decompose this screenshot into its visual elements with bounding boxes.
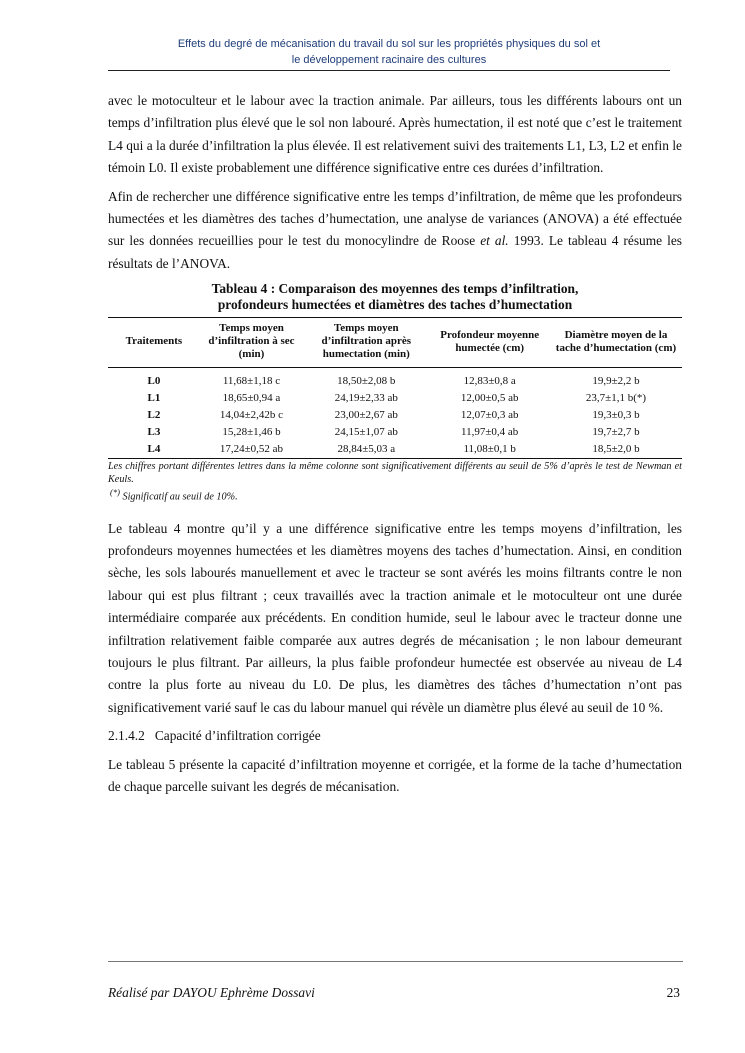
column-header: Temps moyen d’infiltration à sec (min) [200, 318, 303, 368]
table-cell: 19,3±0,3 b [592, 409, 640, 422]
paragraph-2-italic: et al. [480, 233, 509, 249]
table-header-row [108, 318, 682, 368]
footnote-ten-percent-text: Significatif au seuil de 10%. [122, 491, 238, 503]
table-caption [108, 281, 682, 313]
table-row [108, 424, 682, 441]
table-cell: 17,24±0,52 ab [200, 441, 303, 459]
running-header [108, 36, 670, 68]
footnote-ten-percent [110, 486, 682, 503]
table-cell: 23,00±2,67 ab [334, 409, 398, 422]
header-line-2: le développement racinaire des cultures [291, 54, 487, 66]
table-cell: 19,9±2,2 b [592, 375, 640, 388]
page-body [108, 90, 682, 805]
table-cell: L1 [147, 392, 161, 405]
table-cell: L2 [147, 409, 161, 422]
paragraph-2-tail: 1993. Le tableau 4 résume les résultats de l’ANOVA. [108, 233, 682, 271]
table-cell: 24,15±1,07 ab [334, 426, 398, 439]
table-cell: 12,00±0,5 ab [460, 392, 519, 405]
paragraph-2-text: Afin de rechercher une différence significative entre les temps d’infiltration, de même que les profondeurs humectées et les diamètres des taches d’humectation, une analyse de variances (ANOVA) a été effectuée sur les données recueillies pour le test du monocylindre de Roose [108, 188, 682, 249]
footnote-significance: Les chiffres portant différentes lettres dans la même colonne sont significativement différents au seuil de 5% d’après le test de Newman et Keuls. [108, 461, 682, 486]
table-cell: 18,65±0,94 a [222, 392, 281, 405]
footer-author: Réalisé par DAYOU Ephrème Dossavi [108, 985, 315, 1000]
paragraph-2 [108, 186, 682, 276]
header-rule [108, 70, 670, 71]
table-row [108, 368, 682, 391]
table-cell: 11,68±1,18 c [222, 375, 281, 388]
table-caption-line-1: Tableau 4 : Comparaison des moyennes des temps d’infiltration, [211, 281, 579, 297]
table-row [108, 441, 682, 459]
table-cell: 15,28±1,46 b [222, 426, 281, 439]
footer-rule [108, 961, 683, 962]
paragraph-4: Le tableau 5 présente la capacité d’infiltration moyenne et corrigée, et la forme de la tache d’humectation de chaque parcelle suivant les degrés de mécanisation. [108, 756, 682, 795]
column-header: Diamètre moyen de la tache d’humectation (cm) [550, 318, 682, 368]
column-header: Traitements [108, 318, 200, 368]
table-row [108, 390, 682, 407]
table-cell: 18,5±2,0 b [550, 441, 682, 459]
table-cell: 12,83±0,8 a [463, 375, 516, 388]
table-cell: 19,7±2,7 b [592, 426, 640, 439]
column-header: Temps moyen d’infiltration après humectation (min) [303, 318, 429, 368]
column-header: Profondeur moyenne humectée (cm) [429, 318, 550, 368]
table-cell: 11,97±0,4 ab [461, 426, 519, 439]
table-cell: 12,07±0,3 ab [460, 409, 519, 422]
footnote-mark: (*) [110, 487, 120, 498]
table-cell: 24,19±2,33 ab [334, 392, 398, 405]
table-cell: 11,08±0,1 b [429, 441, 550, 459]
table-cell: 23,7±1,1 b(*) [585, 392, 647, 405]
paragraph-3: Le tableau 4 montre qu’il y a une différence significative entre les temps moyens d’infiltration, les profondeurs moyennes humectées et les diamètres moyens des taches d’humectation. Ainsi, en condition sèche, les sols labourés manuellement et avec le tracteur se sont avérés les moins filtrants contre le non labour qui est plus filtrant ; ceux travaillés avec la traction animale et le motoculteur ont une durée intermédiaire comparée aux précédents. En condition humide, seul le labour avec le tracteur donne une infiltration relativement faible comparée aux autres degrés de mécanisation ; le non labour demeurant toujours le plus filtrant. Par ailleurs, la plus faible profondeur humectée est observée au niveau de L4 contre la plus forte au niveau du L0. De plus, les diamètres des tâches d’humectation n’ont pas significativement varié sauf le cas du labour manuel qui révèle un diamètre plus élevé au seuil de 10 %. [108, 520, 682, 715]
table-cell: L0 [147, 375, 161, 388]
table-caption-line-2: profondeurs humectées et diamètres des taches d’humectation [217, 297, 573, 313]
table-cell: 14,04±2,42b c [219, 409, 284, 422]
header-line-1: Effets du degré de mécanisation du travail du sol sur les propriétés physiques du sol et [177, 38, 601, 50]
section-heading: 2.1.4.2 Capacité d’infiltration corrigée [108, 728, 321, 744]
page-number: 23 [666, 985, 680, 1000]
table-cell: L4 [108, 441, 200, 459]
paragraph-1: avec le motoculteur et le labour avec la traction animale. Par ailleurs, tous les différents labours ont un temps d’infiltration plus élevé que le sol non labouré. Après humectation, il est noté que c’est le traitement L4 qui a la durée d’infiltration la plus élevée. Il est relativement suivi des traitements L1, L3, L2 et enfin le témoin L0. Il existe probablement une différence significative entre ces durées d’infiltration. [108, 93, 682, 176]
table-cell: L3 [147, 426, 161, 439]
table-row [108, 407, 682, 424]
results-table [108, 317, 682, 459]
table-footnote [108, 460, 682, 503]
table-cell: 18,50±2,08 b [337, 375, 396, 388]
table-cell: 28,84±5,03 a [303, 441, 429, 459]
